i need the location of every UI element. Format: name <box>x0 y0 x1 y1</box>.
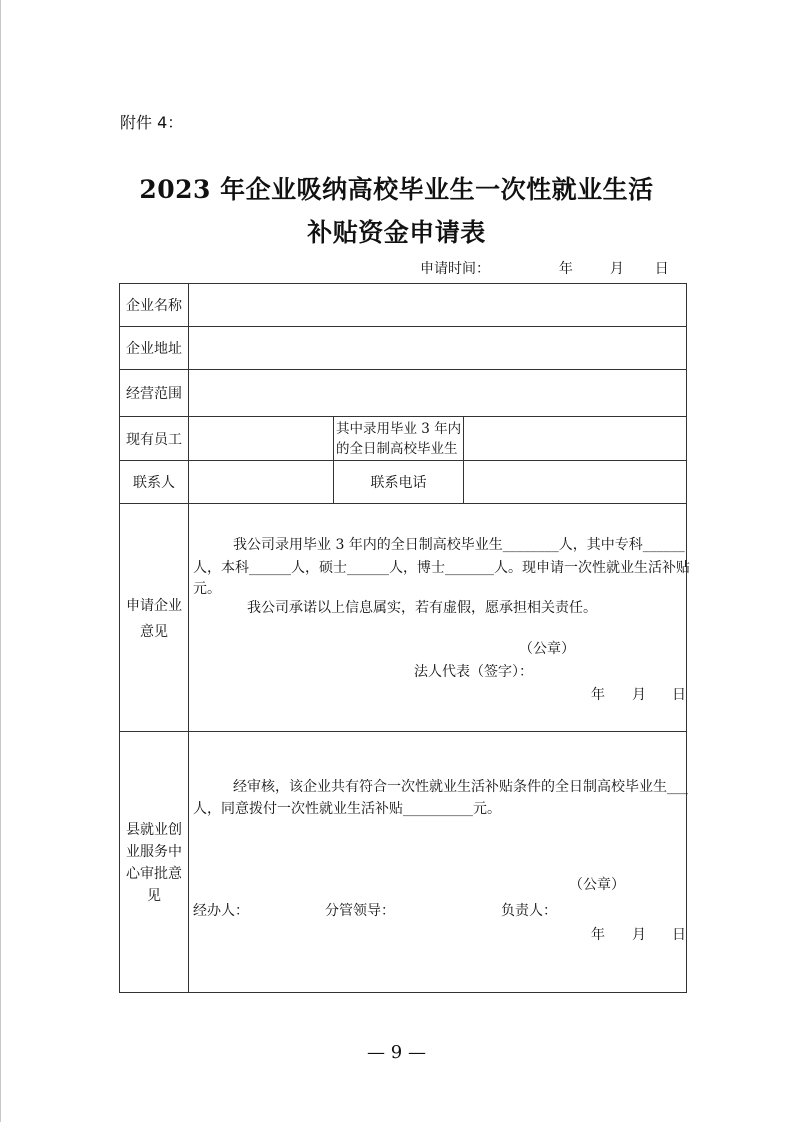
approval-day: 日 <box>672 927 686 943</box>
approval-label-line-2: 业服务中 <box>126 844 182 860</box>
approval-text-1: 经审核，该企业共有符合一次性就业生活补贴条件的全日制高校毕业生___ <box>233 779 688 795</box>
current-staff-field[interactable] <box>189 417 334 461</box>
page-edge-line <box>0 0 1 1122</box>
table-row <box>120 732 687 993</box>
table-row <box>120 327 687 370</box>
company-name-label: 企业名称 <box>120 284 189 327</box>
application-form-table <box>119 283 690 993</box>
opinion-text-1: 我公司录用毕业 3 年内的全日制高校毕业生________人，其中专科______ <box>233 537 685 553</box>
table-row <box>120 370 687 417</box>
applicant-opinion-label-line-2: 意见 <box>140 623 168 640</box>
applicant-opinion-cell[interactable] <box>189 504 690 732</box>
table-row <box>120 417 687 461</box>
graduates-label: 其中录用毕业 3 年内的全日制高校毕业生 <box>334 417 464 461</box>
opinion-day: 日 <box>672 687 686 703</box>
attachment-label: 附件 4： <box>120 113 184 132</box>
company-address-field[interactable] <box>189 327 687 370</box>
responsible-label: 负责人： <box>501 903 557 919</box>
contact-person-field[interactable] <box>189 461 334 504</box>
opinion-year: 年 <box>591 687 605 703</box>
approval-label-line-1: 县就业创 <box>126 822 182 838</box>
page-number: — 9 — <box>367 1042 426 1063</box>
approval-month: 月 <box>632 927 646 943</box>
apply-time-year: 年 <box>558 261 573 277</box>
applicant-opinion-label <box>120 504 189 732</box>
apply-time <box>420 258 680 278</box>
opinion-text-2: 人，本科______人，硕士______人，博士_______人。现申请一次性就业生活补贴 <box>193 560 690 576</box>
graduates-field[interactable] <box>464 417 687 461</box>
approval-year: 年 <box>591 927 605 943</box>
page-title-line-1: 2023 年企业吸纳高校毕业生一次性就业生活 <box>139 175 654 204</box>
contact-phone-field[interactable] <box>464 461 687 504</box>
approval-label-line-4: 见 <box>147 888 161 904</box>
handler-label: 经办人： <box>193 903 249 919</box>
company-address-label: 企业地址 <box>120 327 189 370</box>
contact-person-label: 联系人 <box>120 461 189 504</box>
business-scope-field[interactable] <box>189 370 687 417</box>
opinion-text-3: 元。 <box>193 581 221 597</box>
opinion-seal: （公章） <box>519 641 575 657</box>
apply-time-month: 月 <box>609 261 624 277</box>
apply-time-day: 日 <box>654 261 669 277</box>
opinion-month: 月 <box>632 687 646 703</box>
opinion-text-4: 我公司承诺以上信息属实，若有虚假，愿承担相关责任。 <box>247 600 597 616</box>
approval-seal: （公章） <box>569 877 625 893</box>
table-row <box>120 461 687 504</box>
opinion-legal-rep: 法人代表（签字）： <box>414 664 533 680</box>
current-staff-label: 现有员工 <box>120 417 189 461</box>
company-name-field[interactable] <box>189 284 687 327</box>
applicant-opinion-label-line-1: 申请企业 <box>126 597 182 614</box>
business-scope-label: 经营范围 <box>120 370 189 417</box>
page-title-line-2: 补贴资金申请表 <box>307 218 486 247</box>
approval-opinion-cell[interactable] <box>189 732 687 993</box>
approval-opinion-label <box>120 732 189 993</box>
approval-label-line-3: 心审批意 <box>126 866 182 882</box>
contact-phone-label: 联系电话 <box>334 461 464 504</box>
apply-time-label: 申请时间： <box>420 261 490 277</box>
supervisor-label: 分管领导： <box>325 903 395 919</box>
approval-text-2: 人，同意拨付一次性就业生活补贴__________元。 <box>193 801 501 817</box>
table-row <box>120 504 687 732</box>
table-row <box>120 284 687 327</box>
